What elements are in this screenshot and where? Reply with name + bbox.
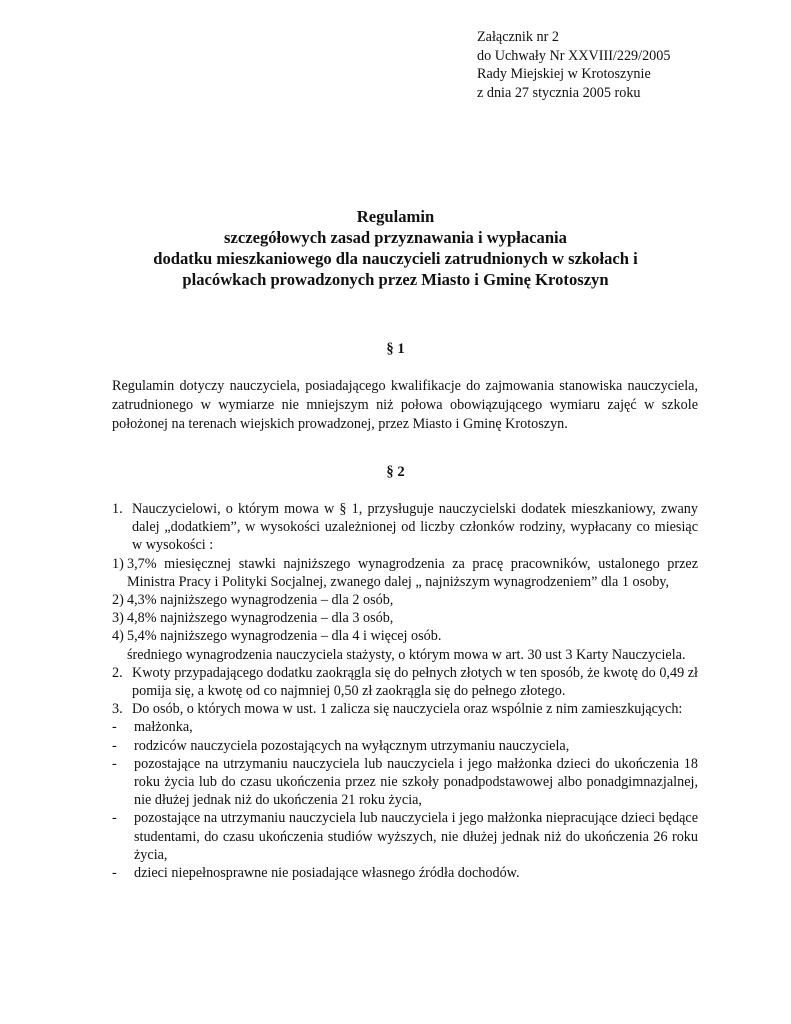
section-2-list	[112, 500, 698, 882]
item-text: pozostające na utrzymaniu nauczyciela lub nauczyciela i jego małżonka dzieci do ukończenia 18 roku życia lub do czasu ukończenia przez nie szkoły ponadpodstawowej albo ponadgimnazjalnej, nie dłużej jednak niż do ukończenia 21 roku życia,	[134, 755, 698, 809]
item-bullet: -	[112, 755, 117, 772]
item-text: 5,4% najniższego wynagrodzenia – dla 4 i więcej osób.	[127, 628, 442, 645]
annex-line: do Uchwały Nr XXVIII/229/2005	[477, 47, 671, 64]
list-item	[112, 609, 698, 627]
item-text: średniego wynagrodzenia nauczyciela stażysty, o którym mowa w art. 30 ust 3 Karty Nauczyciela.	[127, 646, 686, 663]
item-number: 4)	[112, 628, 124, 645]
document-title	[0, 206, 791, 290]
item-bullet: -	[112, 737, 117, 754]
item-number: 2)	[112, 592, 124, 609]
section-1-text: Regulamin dotyczy nauczyciela, posiadającego kwalifikacje do zajmowania stanowiska nauczyciela, zatrudnionego w wymiarze nie mniejszym niż połowa obowiązującego wymiaru zajęć w szkole położonej na terenach wiejskich prowadzonej, przez Miasto i Gminę Krotoszyn.	[112, 378, 698, 432]
list-item	[112, 718, 698, 736]
item-text: 4,8% najniższego wynagrodzenia – dla 3 osób,	[127, 610, 394, 627]
list-item	[112, 700, 698, 718]
list-item	[112, 809, 698, 864]
list-item	[112, 646, 698, 664]
item-number: 3)	[112, 610, 124, 627]
item-number: 1.	[112, 501, 123, 517]
section-2-heading: § 2	[386, 464, 405, 480]
item-number: 3.	[112, 701, 123, 718]
item-text: dzieci niepełnosprawne nie posiadające własnego źródła dochodów.	[134, 865, 520, 882]
item-text: Do osób, o których mowa w ust. 1 zalicza się nauczyciela oraz wspólnie z nim zamieszkujących:	[132, 701, 683, 718]
item-text: pozostające na utrzymaniu nauczyciela lub nauczyciela i jego małżonka niepracujące dzieci będące studentami, do czasu ukończenia studiów wyższych, nie dłużej jednak niż do ukończenia 26 roku życia,	[134, 810, 698, 863]
title-line: placówkach prowadzonych przez Miasto i Gminę Krotoszyn	[182, 270, 609, 289]
item-text: 3,7% miesięcznej stawki najniższego wynagrodzenia za pracę pracowników, ustalonego przez Ministra Pracy i Polityki Socjalnej, zwanego dalej „ najniższym wynagrodzeniem” dla 1 osoby,	[127, 555, 698, 590]
section-1-heading: § 1	[386, 341, 405, 357]
item-bullet: -	[112, 719, 117, 736]
item-text: Kwoty przypadającego dodatku zaokrągla się do pełnych złotych w ten sposób, że kwotę do 0,49 zł pomija się, a kwotę od co najmniej 0,50 zł zaokrągla się do pełnego złotego.	[132, 664, 698, 700]
annex-reference	[477, 28, 670, 102]
annex-line: Rady Miejskiej w Krotoszynie	[477, 66, 651, 83]
title-line: dodatku mieszkaniowego dla nauczycieli zatrudnionych w szkołach i	[153, 249, 638, 268]
item-text: małżonka,	[134, 719, 193, 736]
item-text: rodziców nauczyciela pozostających na wyłącznym utrzymaniu nauczyciela,	[134, 737, 570, 754]
annex-line: z dnia 27 stycznia 2005 roku	[477, 84, 641, 101]
item-text: 4,3% najniższego wynagrodzenia – dla 2 osób,	[127, 592, 394, 609]
title-line: szczegółowych zasad przyznawania i wypłacania	[224, 228, 567, 247]
list-item	[112, 755, 698, 810]
item-number: 2.	[112, 664, 123, 681]
list-item	[112, 591, 698, 609]
list-item	[112, 500, 698, 555]
list-item	[112, 864, 698, 882]
item-bullet: -	[112, 810, 117, 827]
item-bullet: -	[112, 865, 117, 882]
title-line: Regulamin	[356, 207, 435, 226]
item-number: 1)	[112, 555, 124, 572]
item-text: Nauczycielowi, o którym mowa w § 1, przysługuje nauczycielski dodatek mieszkaniowy, zwany dalej „dodatkiem”, w wysokości uzależnionej od liczby członków rodziny, wypłacany co miesiąc w wysokości :	[132, 501, 698, 554]
list-item	[112, 555, 698, 591]
list-item	[112, 627, 698, 645]
list-item	[112, 664, 698, 700]
annex-line: Załącznik nr 2	[477, 29, 559, 45]
list-item	[112, 737, 698, 755]
